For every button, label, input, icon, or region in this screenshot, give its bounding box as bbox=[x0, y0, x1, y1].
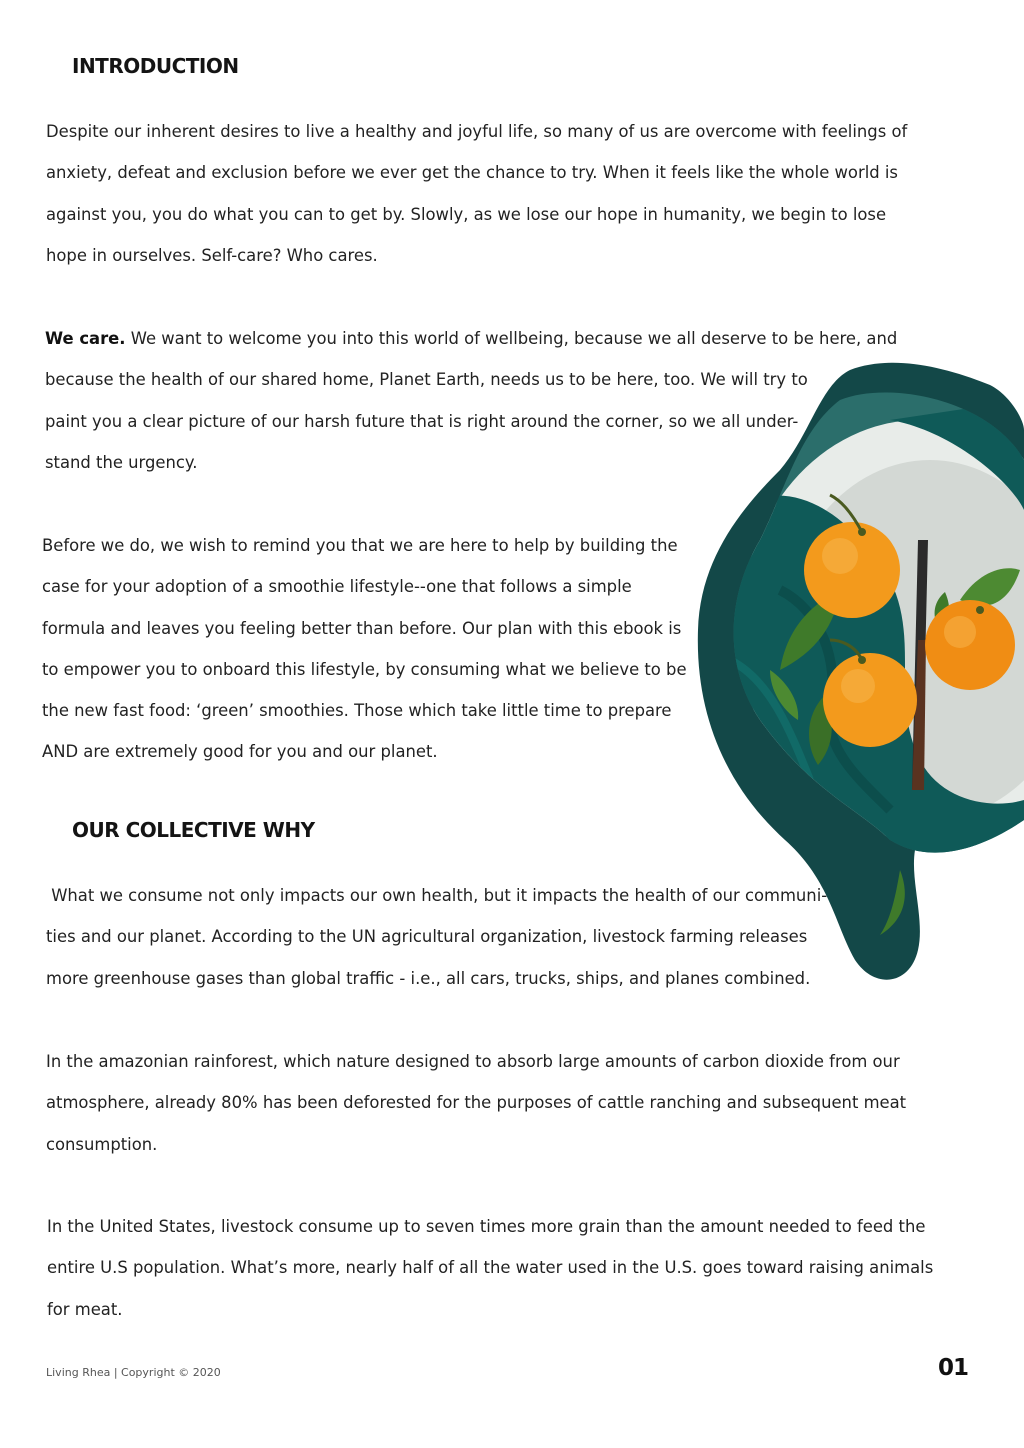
text-line: In the amazonian rainforest, which nature designed to absorb large amounts of carbon dioxide from our bbox=[46, 1052, 900, 1071]
orange-2 bbox=[925, 600, 1015, 690]
text-line: because the health of our shared home, Planet Earth, needs us to be here, too. We will try to bbox=[45, 370, 808, 390]
text-line: stand the urgency. bbox=[45, 452, 198, 472]
text-line: atmosphere, already 80% has been deforested for the purposes of cattle ranching and subsequent meat bbox=[46, 1093, 907, 1113]
text-line: ties and our planet. According to the UN agricultural organization, livestock farming releases bbox=[46, 927, 808, 947]
text-line bbox=[45, 318, 897, 359]
text-line: case for your adoption of a smoothie lifestyle--one that follows a simple bbox=[42, 577, 632, 597]
text-line: What we consume not only impacts our own health, but it impacts the health of our communi- bbox=[46, 886, 828, 905]
intro-heading: INTRODUCTION bbox=[72, 54, 239, 78]
why-paragraph-2 bbox=[46, 1041, 906, 1165]
orange-1 bbox=[804, 522, 900, 618]
text-line: entire U.S population. What’s more, nearly half of all the water used in the U.S. goes toward raising animals bbox=[47, 1258, 934, 1278]
why-paragraph-1 bbox=[46, 875, 827, 999]
text-line: AND are extremely good for you and our planet. bbox=[42, 742, 438, 762]
text-line: consumption. bbox=[46, 1134, 158, 1154]
why-heading: OUR COLLECTIVE WHY bbox=[72, 818, 315, 842]
intro-paragraph-1 bbox=[46, 111, 907, 276]
text-line: the new fast food: ‘green’ smoothies. Those which take little time to prepare bbox=[42, 701, 672, 721]
text-run: We want to welcome you into this world of wellbeing, because we all deserve to be here, and bbox=[125, 329, 898, 348]
page-number: 01 bbox=[938, 1355, 969, 1381]
text-line: hope in ourselves. Self-care? Who cares. bbox=[46, 245, 378, 265]
text-line: paint you a clear picture of our harsh future that is right around the corner, so we all under- bbox=[45, 411, 799, 431]
footer-copyright: Living Rhea | Copyright © 2020 bbox=[46, 1366, 221, 1379]
we-care-lead: We care. bbox=[45, 329, 126, 348]
text-line: for meat. bbox=[47, 1299, 123, 1319]
text-line: Despite our inherent desires to live a healthy and joyful life, so many of us are overcome with feelings of bbox=[46, 122, 908, 141]
text-line: In the United States, livestock consume up to seven times more grain than the amount needed to feed the bbox=[47, 1217, 926, 1236]
text-line: formula and leaves you feeling better than before. Our plan with this ebook is bbox=[42, 618, 682, 638]
text-line: anxiety, defeat and exclusion before we ever get the chance to try. When it feels like the whole world is bbox=[46, 163, 898, 183]
text-line: against you, you do what you can to get by. Slowly, as we lose our hope in humanity, we begin to lose bbox=[46, 204, 887, 224]
intro-paragraph-3 bbox=[42, 525, 687, 773]
why-paragraph-3 bbox=[47, 1206, 933, 1330]
text-line: to empower you to onboard this lifestyle, by consuming what we believe to be bbox=[42, 659, 687, 679]
orange-3 bbox=[823, 653, 917, 747]
text-line: more greenhouse gases than global traffic - i.e., all cars, trucks, ships, and planes combined. bbox=[46, 968, 811, 988]
text-line: Before we do, we wish to remind you that we are here to help by building the bbox=[42, 536, 678, 555]
